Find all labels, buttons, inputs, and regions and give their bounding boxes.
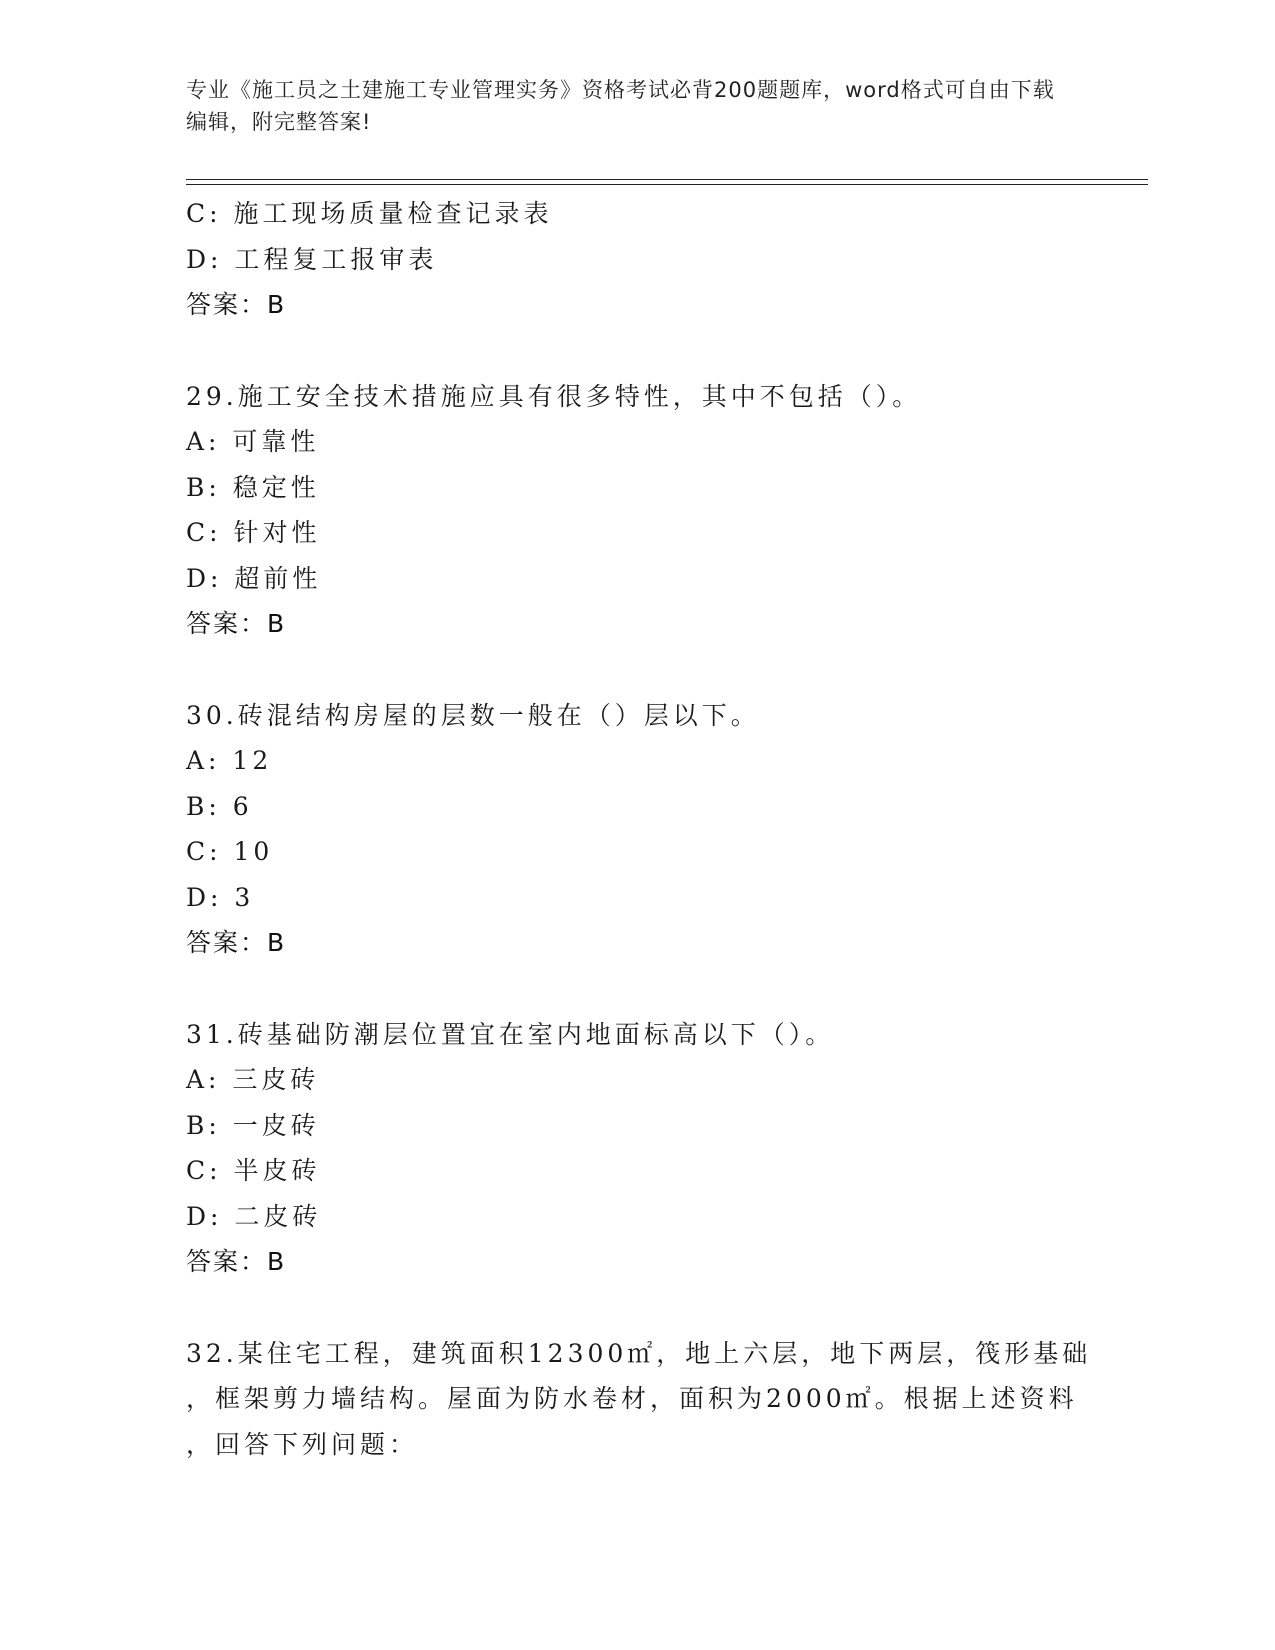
document-header: 专业《施工员之土建施工专业管理实务》资格考试必背200题题库，word格式可自由下载编辑，附完整答案!	[186, 78, 1055, 134]
header-rule-top	[186, 179, 1148, 180]
question-stem: 29.施工安全技术措施应具有很多特性，其中不包括（）。	[186, 381, 922, 411]
question-block-31	[186, 1012, 1086, 1285]
option-c: C: 半皮砖	[186, 1156, 321, 1185]
question-block-32	[186, 1331, 1092, 1468]
answer: 答案：B	[186, 1247, 287, 1276]
option-a: A: 可靠性	[186, 427, 320, 456]
option-a: A: 三皮砖	[186, 1065, 320, 1094]
question-stem-line-2: ，框架剪力墙结构。屋面为防水卷材，面积为2000㎡。根据上述资料	[186, 1384, 1078, 1413]
header-rule-bottom	[186, 184, 1148, 185]
answer: 答案：B	[186, 928, 287, 957]
question-list	[186, 191, 1092, 1467]
option-b: B: 6	[186, 791, 253, 821]
spacer	[186, 966, 1086, 1012]
question-block-28	[186, 191, 1086, 328]
option-c: C: 针对性	[186, 518, 321, 547]
option-a: A: 12	[186, 746, 273, 775]
question-block-30	[186, 693, 1086, 966]
option-d: D: 3	[186, 882, 255, 912]
question-stem-line-1: 32.某住宅工程，建筑面积12300㎡，地上六层，地下两层，筏形基础	[186, 1338, 1092, 1368]
option-b: B: 稳定性	[186, 472, 320, 502]
option-c: C: 施工现场质量检查记录表	[186, 199, 553, 228]
spacer	[186, 647, 1086, 693]
answer: 答案：B	[186, 290, 287, 319]
question-stem: 31.砖基础防潮层位置宜在室内地面标高以下（）。	[186, 1019, 835, 1049]
spacer	[186, 1285, 1086, 1331]
spacer	[186, 328, 1086, 374]
question-stem-line-3: ，回答下列问题：	[186, 1429, 419, 1459]
option-c: C: 10	[186, 837, 274, 866]
option-d: D: 超前性	[186, 563, 322, 593]
option-d: D: 工程复工报审表	[186, 244, 438, 274]
option-b: B: 一皮砖	[186, 1110, 320, 1140]
question-block-29	[186, 374, 1086, 647]
answer: 答案：B	[186, 609, 287, 638]
option-d: D: 二皮砖	[186, 1201, 322, 1231]
question-stem: 30.砖混结构房屋的层数一般在（）层以下。	[186, 700, 760, 730]
